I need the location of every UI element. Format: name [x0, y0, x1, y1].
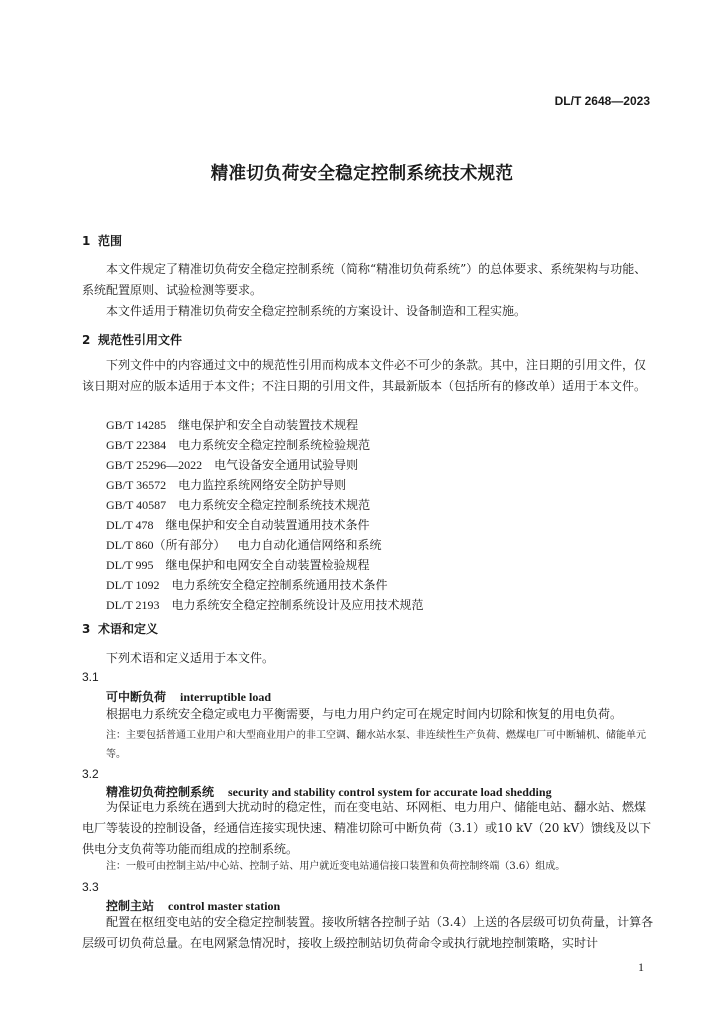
section-1-paragraph-2: 本文件适用于精准切负荷安全稳定控制系统的方案设计、设备制造和工程实施。 [106, 304, 527, 318]
reference-code: GB/T 14285 [106, 418, 167, 432]
section-3-intro: 下列术语和定义适用于本文件。 [106, 651, 275, 665]
document-title: 精准切负荷安全稳定控制系统技术规范 [210, 164, 514, 184]
term-definition: 根据电力系统安全稳定或电力平衡需要，与电力用户约定可在规定时间内切除和恢复的用电负荷。 [106, 707, 623, 721]
term-chinese: 控制主站 [106, 899, 155, 913]
reference-title: 电气设备安全通用试验导则 [214, 458, 359, 472]
reference-item [106, 556, 369, 573]
page-number: 1 [638, 960, 644, 974]
reference-code: GB/T 36572 [106, 478, 167, 492]
term-english: security and stability control system for accurate load shedding [228, 785, 552, 799]
reference-title: 电力系统安全稳定控制系统设计及应用技术规范 [171, 598, 424, 612]
reference-code: DL/T 1092 [106, 578, 160, 592]
reference-title: 电力系统安全稳定控制系统通用技术条件 [171, 578, 388, 592]
reference-code: DL/T 995 [106, 558, 154, 572]
clause-number: 3.3 [82, 880, 99, 894]
section-3-title: 术语和定义 [98, 622, 159, 636]
section-2-heading [82, 331, 182, 348]
reference-title: 电力监控系统网络安全防护导则 [178, 478, 347, 492]
term-chinese: 可中断负荷 [106, 690, 167, 704]
term-note: 注：一般可由控制主站/中心站、控制子站、用户就近变电站通信接口装置和负荷控制终端（3.6）组成。 [106, 861, 566, 872]
section-1-number: 1 [82, 234, 91, 248]
section-2-intro: 下列文件中的内容通过文中的规范性引用而构成本文件必不可少的条款。其中，注日期的引用文件，仅该日期对应的版本适用于本文件；不注日期的引用文件，其最新版本（包括所有的修改单）适用于本文件。 [82, 358, 647, 393]
reference-code: DL/T 2193 [106, 598, 160, 612]
term-definition: 为保证电力系统在遇到大扰动时的稳定性，而在变电站、环网柜、电力用户、储能电站、翻水站、燃煤电厂等装设的控制设备，经通信连接实现快速、精准切除可中断负荷（3.1）或10 kV（20 kV）馈线及以下供电分支负荷等功能而组成的控制系统。 [82, 800, 652, 856]
section-3-number: 3 [82, 622, 91, 636]
reference-title: 继电保护和电网安全自动装置检验规程 [165, 558, 370, 572]
reference-title: 继电保护和安全自动装置通用技术条件 [165, 518, 370, 532]
term-note: 注：主要包括普通工业用户和大型商业用户的非工空调、翻水站水泵、非连续性生产负荷、燃煤电厂可中断辅机、储能单元等。 [106, 730, 646, 760]
section-1-title: 范围 [98, 234, 123, 248]
reference-title: 电力系统安全稳定控制系统技术规范 [178, 498, 371, 512]
reference-item [106, 476, 346, 493]
clause-number: 3.1 [82, 670, 99, 684]
reference-code: GB/T 40587 [106, 498, 167, 512]
reference-code: DL/T 860（所有部分） [106, 538, 226, 552]
section-1-heading [82, 232, 122, 249]
reference-item [106, 456, 358, 473]
reference-title: 电力自动化通信网络和系统 [237, 538, 382, 552]
reference-item [106, 436, 370, 453]
reference-code: GB/T 22384 [106, 438, 167, 452]
term-english: control master station [168, 899, 281, 913]
reference-title: 电力系统安全稳定控制系统检验规范 [178, 438, 371, 452]
reference-item [106, 576, 387, 593]
term-definition: 配置在枢纽变电站的安全稳定控制装置。接收所辖各控制子站（3.4）上送的各层级可切负荷量，计算各层级可切负荷总量。在电网紧急情况时，接收上级控制站切负荷命令或执行就地控制策略，实时计 [82, 915, 654, 950]
reference-item [106, 536, 381, 553]
reference-title: 继电保护和安全自动装置技术规程 [178, 418, 359, 432]
reference-item [106, 496, 370, 513]
term-heading [106, 688, 271, 705]
reference-code: GB/T 25296—2022 [106, 458, 203, 472]
section-2-title: 规范性引用文件 [98, 333, 183, 347]
term-english: interruptible load [180, 690, 272, 704]
document-code: DL/T 2648—2023 [554, 94, 650, 108]
term-chinese: 精准切负荷控制系统 [106, 785, 215, 799]
reference-item [106, 516, 369, 533]
section-1-paragraph-1: 本文件规定了精准切负荷安全稳定控制系统（简称“精准切负荷系统”）的总体要求、系统架构与功能、系统配置原则、试验检测等要求。 [82, 262, 647, 297]
section-2-number: 2 [82, 333, 91, 347]
reference-item [106, 416, 358, 433]
clause-number: 3.2 [82, 767, 99, 781]
reference-item [106, 596, 423, 613]
section-3-heading [82, 620, 158, 637]
reference-code: DL/T 478 [106, 518, 154, 532]
